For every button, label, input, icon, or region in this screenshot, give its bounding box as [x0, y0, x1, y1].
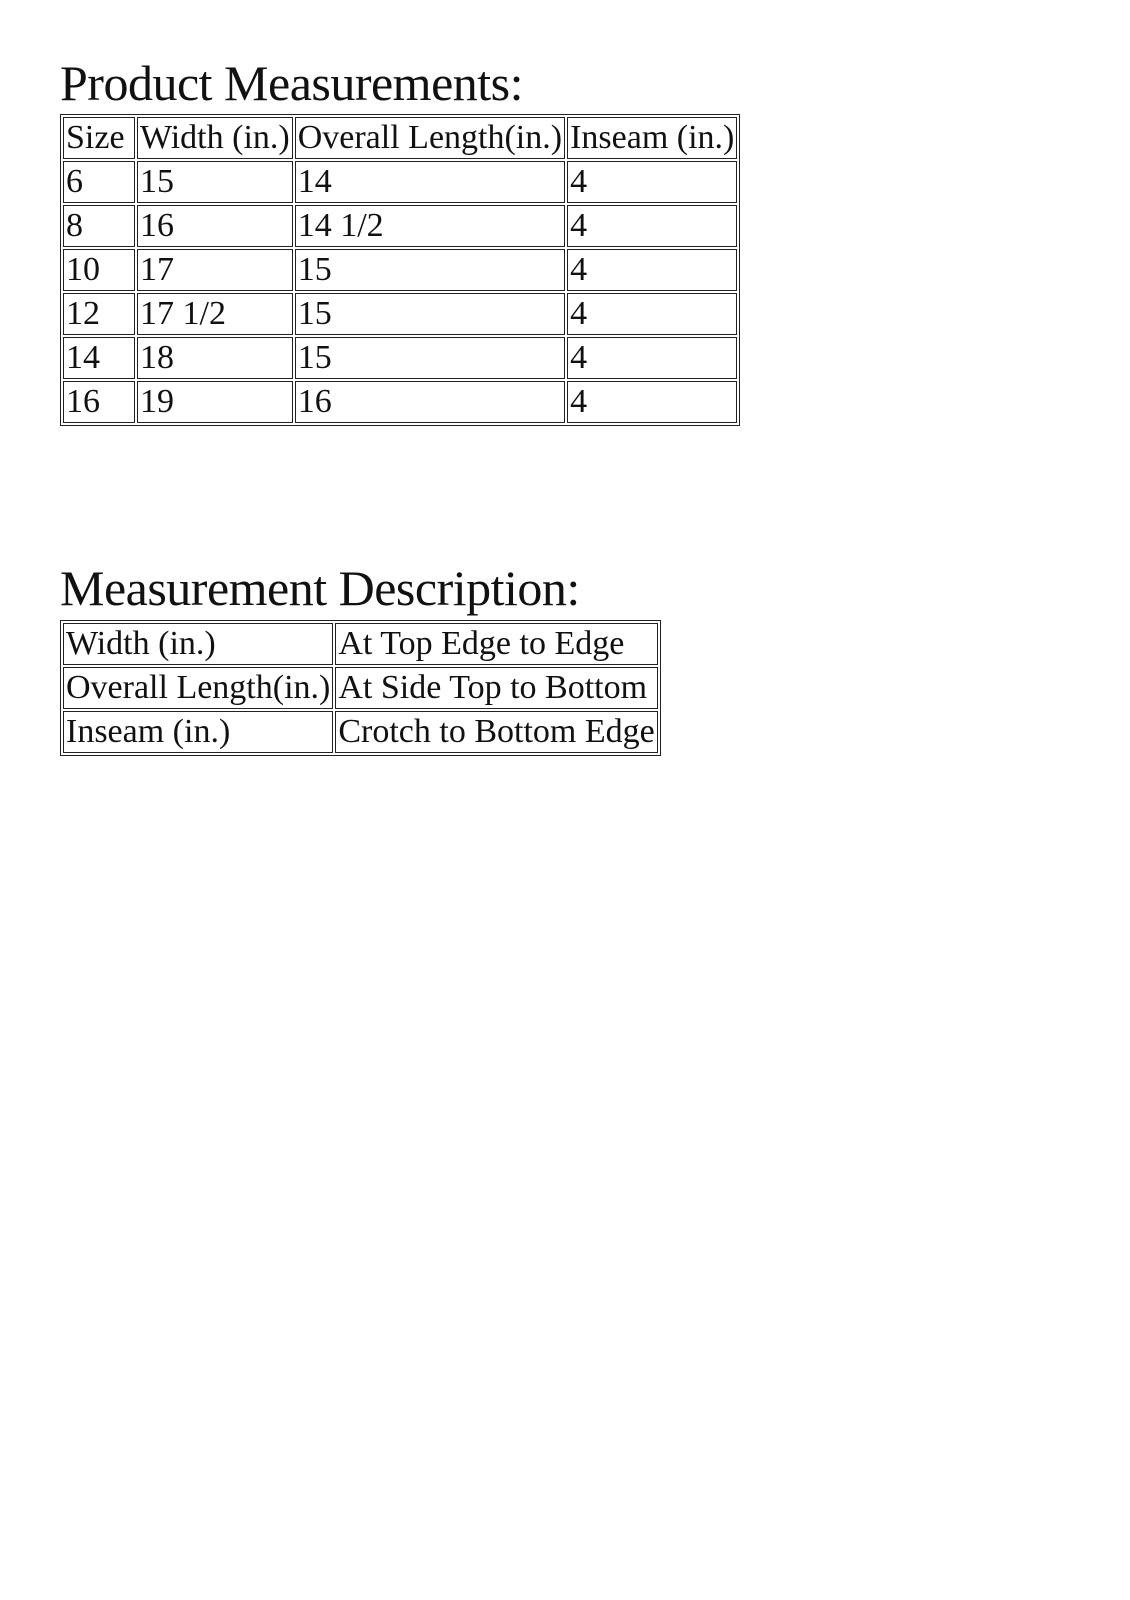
measurement-description-table — [60, 620, 661, 756]
inseam-cell: 4 — [567, 249, 737, 291]
measurement-method-cell: At Side Top to Bottom — [335, 667, 657, 709]
table-row — [63, 249, 737, 291]
size-cell: 8 — [63, 205, 135, 247]
header-cell-size: Size — [63, 117, 135, 159]
width-cell: 17 — [137, 249, 293, 291]
table-row — [63, 711, 658, 753]
size-cell: 6 — [63, 161, 135, 203]
size-cell: 12 — [63, 293, 135, 335]
header-cell-overall-length: Overall Length(in.) — [295, 117, 565, 159]
product-measurements-table — [60, 114, 740, 426]
header-cell-inseam: Inseam (in.) — [567, 117, 737, 159]
table-row — [63, 293, 737, 335]
table-row — [63, 205, 737, 247]
overall-length-cell: 15 — [295, 337, 565, 379]
measurement-name-cell: Width (in.) — [63, 623, 333, 665]
table-row — [63, 381, 737, 423]
measurement-description-heading: Measurement Description: — [60, 560, 580, 616]
size-cell: 10 — [63, 249, 135, 291]
size-cell: 14 — [63, 337, 135, 379]
overall-length-cell: 16 — [295, 381, 565, 423]
width-cell: 19 — [137, 381, 293, 423]
overall-length-cell: 14 — [295, 161, 565, 203]
measurement-method-cell: Crotch to Bottom Edge — [335, 711, 657, 753]
inseam-cell: 4 — [567, 205, 737, 247]
table-row — [63, 623, 658, 665]
table-row — [63, 337, 737, 379]
overall-length-cell: 14 1/2 — [295, 205, 565, 247]
width-cell: 18 — [137, 337, 293, 379]
product-measurements-heading: Product Measurements: — [60, 55, 524, 111]
table-row — [63, 161, 737, 203]
measurement-method-cell: At Top Edge to Edge — [335, 623, 657, 665]
width-cell: 17 1/2 — [137, 293, 293, 335]
overall-length-cell: 15 — [295, 249, 565, 291]
width-cell: 16 — [137, 205, 293, 247]
inseam-cell: 4 — [567, 293, 737, 335]
inseam-cell: 4 — [567, 381, 737, 423]
overall-length-cell: 15 — [295, 293, 565, 335]
measurement-name-cell: Inseam (in.) — [63, 711, 333, 753]
inseam-cell: 4 — [567, 161, 737, 203]
width-cell: 15 — [137, 161, 293, 203]
inseam-cell: 4 — [567, 337, 737, 379]
measurement-name-cell: Overall Length(in.) — [63, 667, 333, 709]
header-cell-width: Width (in.) — [137, 117, 293, 159]
table-header-row — [63, 117, 737, 159]
size-cell: 16 — [63, 381, 135, 423]
table-row — [63, 667, 658, 709]
